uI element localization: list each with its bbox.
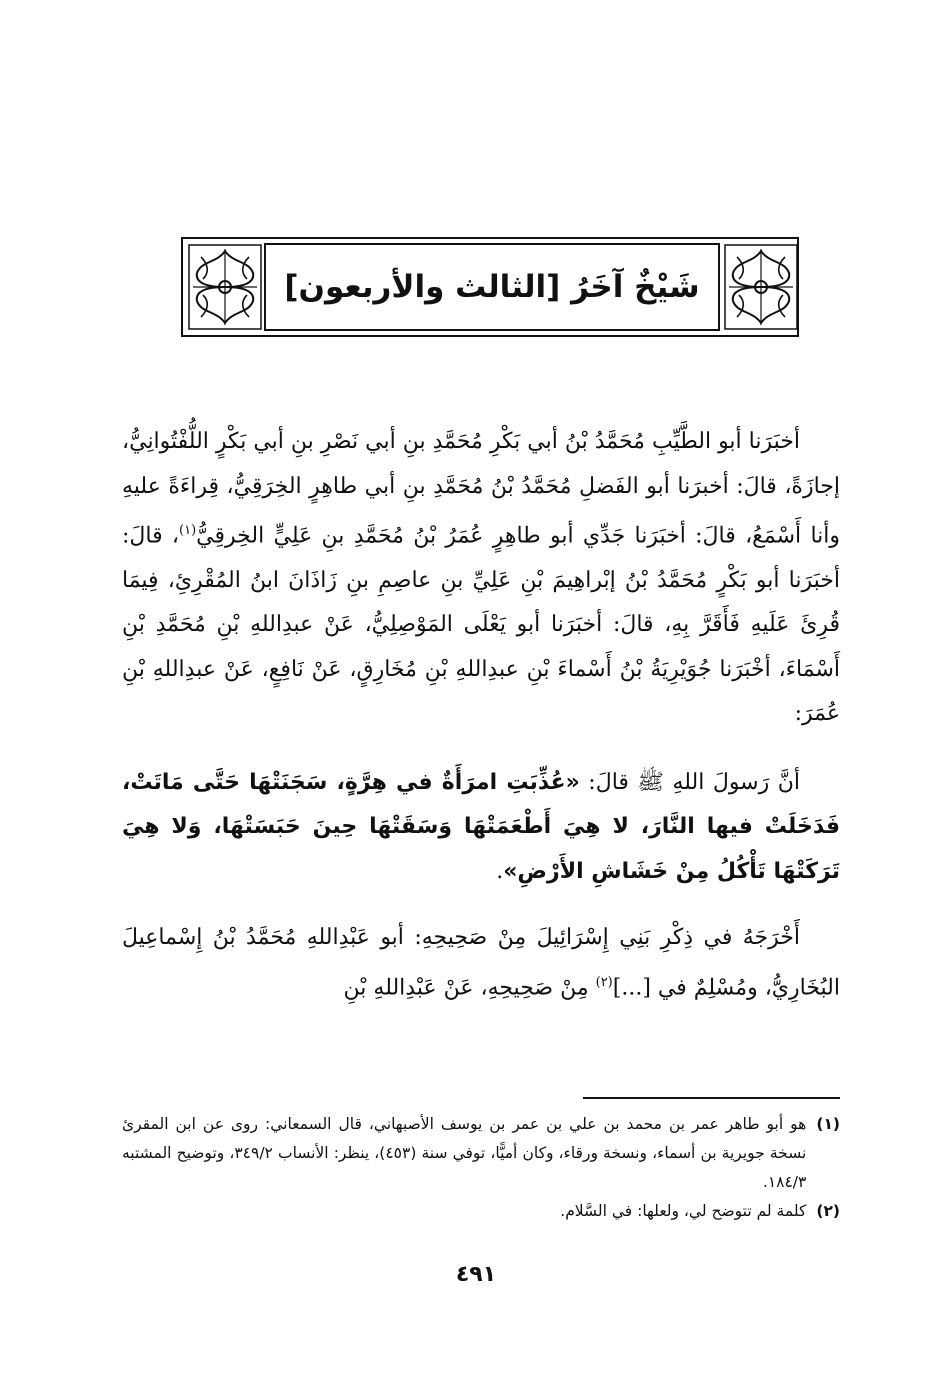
takhrij-paragraph [122,916,840,1010]
footnote-ref-2[interactable]: (٢) [595,974,613,990]
hadith-text: «عُذِّبَتِ امرَأَةٌ في هِرَّةٍ، سَجَنَتْهَا حَتَّى مَاتَتْ، فَدَخَلَتْ فيها النَّارَ، لا هِيَ أَطْعَمَتْهَا وَسَقَتْهَا حِينَ حَبَسَتْهَا، وَلا هِيَ تَرَكَتْهَا تَأْكُلُ مِنْ خَشَاشِ الأَرْضِ» [122,769,840,884]
footnote-number: (١) [816,1115,840,1133]
isnad-paragraph [122,420,840,737]
hadith-paragraph [122,761,840,895]
isnad-continuation: ، قالَ: أخبَرَنا أبو بَكْرٍ مُحَمَّدُ بْنُ إبْراهِيمَ بْنِ عَلِيِّ بنِ عاصِمِ بنِ زَاذَانَ ابنُ المُقْرِئِ، فِيمَا قُرِئَ عَلَيهِ فَأَقَرَّ بِهِ، قالَ: أخبَرَنا أبو يَعْلَى المَوْصِلِيُّ، عَنْ عبدِاللهِ بْنِ مُحَمَّدِ بْنِ أَسْمَاءَ، أخْبَرَنا جُوَيْرِيَةُ بْنُ أَسْماءَ بْنِ عبدِاللهِ بْنِ مُخَارِقٍ، عَنْ نَافِعٍ، عَنْ عبدِاللهِ بْنِ عُمَرَ: [122,523,840,727]
floral-ornament-icon [187,243,263,331]
main-text [122,420,840,1011]
isnad-text: أخبَرَنا أبو الطَّيِّبِ مُحَمَّدُ بْنُ أبي بَكْرِ مُحَمَّدِ بنِ أبي نَصْرِ بنِ أبي بَكْرٍ اللُّفْتُوانِيُّ، إجازَةً، قالَ: أخبرَنا أبو الفَضلِ مُحَمَّدُ بْنُ مُحَمَّدِ بنِ أبي طاهِرٍ الخِرَقِيُّ، قِراءَةً عليهِ وأنا أَسْمَعُ، قالَ: أخبَرَنا جَدِّي أبو طاهِرٍ عُمَرُ بْنُ مُحَمَّدِ بنِ عَلِيٍّ الخِرقِيُّ [122,429,841,549]
title-box [264,243,720,331]
chapter-title: شَيْخٌ آخَرُ [الثالث والأربعون] [284,269,700,305]
takhrij-continuation: مِنْ صَحِيحِهِ، عَنْ عَبْدِاللهِ بْنِ [343,975,596,1001]
page-number: ٤٩١ [455,1262,497,1287]
footnote-2 [122,1197,840,1226]
footnote-number: (٢) [816,1202,840,1220]
takhrij-text: أَخْرَجَهُ في ذِكْرِ بَنِي إِسْرَائِيلَ مِنْ صَحِيحِهِ: أبو عَبْدِاللهِ مُحَمَّدُ بْنُ إِسْماعِيلَ البُخَارِيُّ، ومُسْلِمٌ في [...] [122,925,840,1001]
hadith-end: . [496,858,504,884]
hadith-intro: أنَّ رَسولَ اللهِ ﷺ قالَ: [579,769,800,795]
footnote-separator [583,1097,840,1099]
footnotes [122,1110,840,1226]
footnote-text: كلمة لم تتوضح لي، ولعلها: في السَّلام. [560,1202,807,1220]
footnote-text: هو أبو طاهر عمر بن محمد بن علي بن عمر بن يوسف الأصبهاني، قال السمعاني: روى عن ابن المقرئ نسخة جويرية بن أسماء، ونسخة ورقاء، وكان أميًّا، توفي سنة (٤٥٣)، ينظر: الأنساب ٣٤٩/٢، وتوضيح المشتبه ١٨٤/٣. [122,1115,807,1191]
footnote-1 [122,1110,840,1197]
floral-ornament-icon [723,243,799,331]
footnote-ref-1[interactable]: (١) [179,523,197,538]
